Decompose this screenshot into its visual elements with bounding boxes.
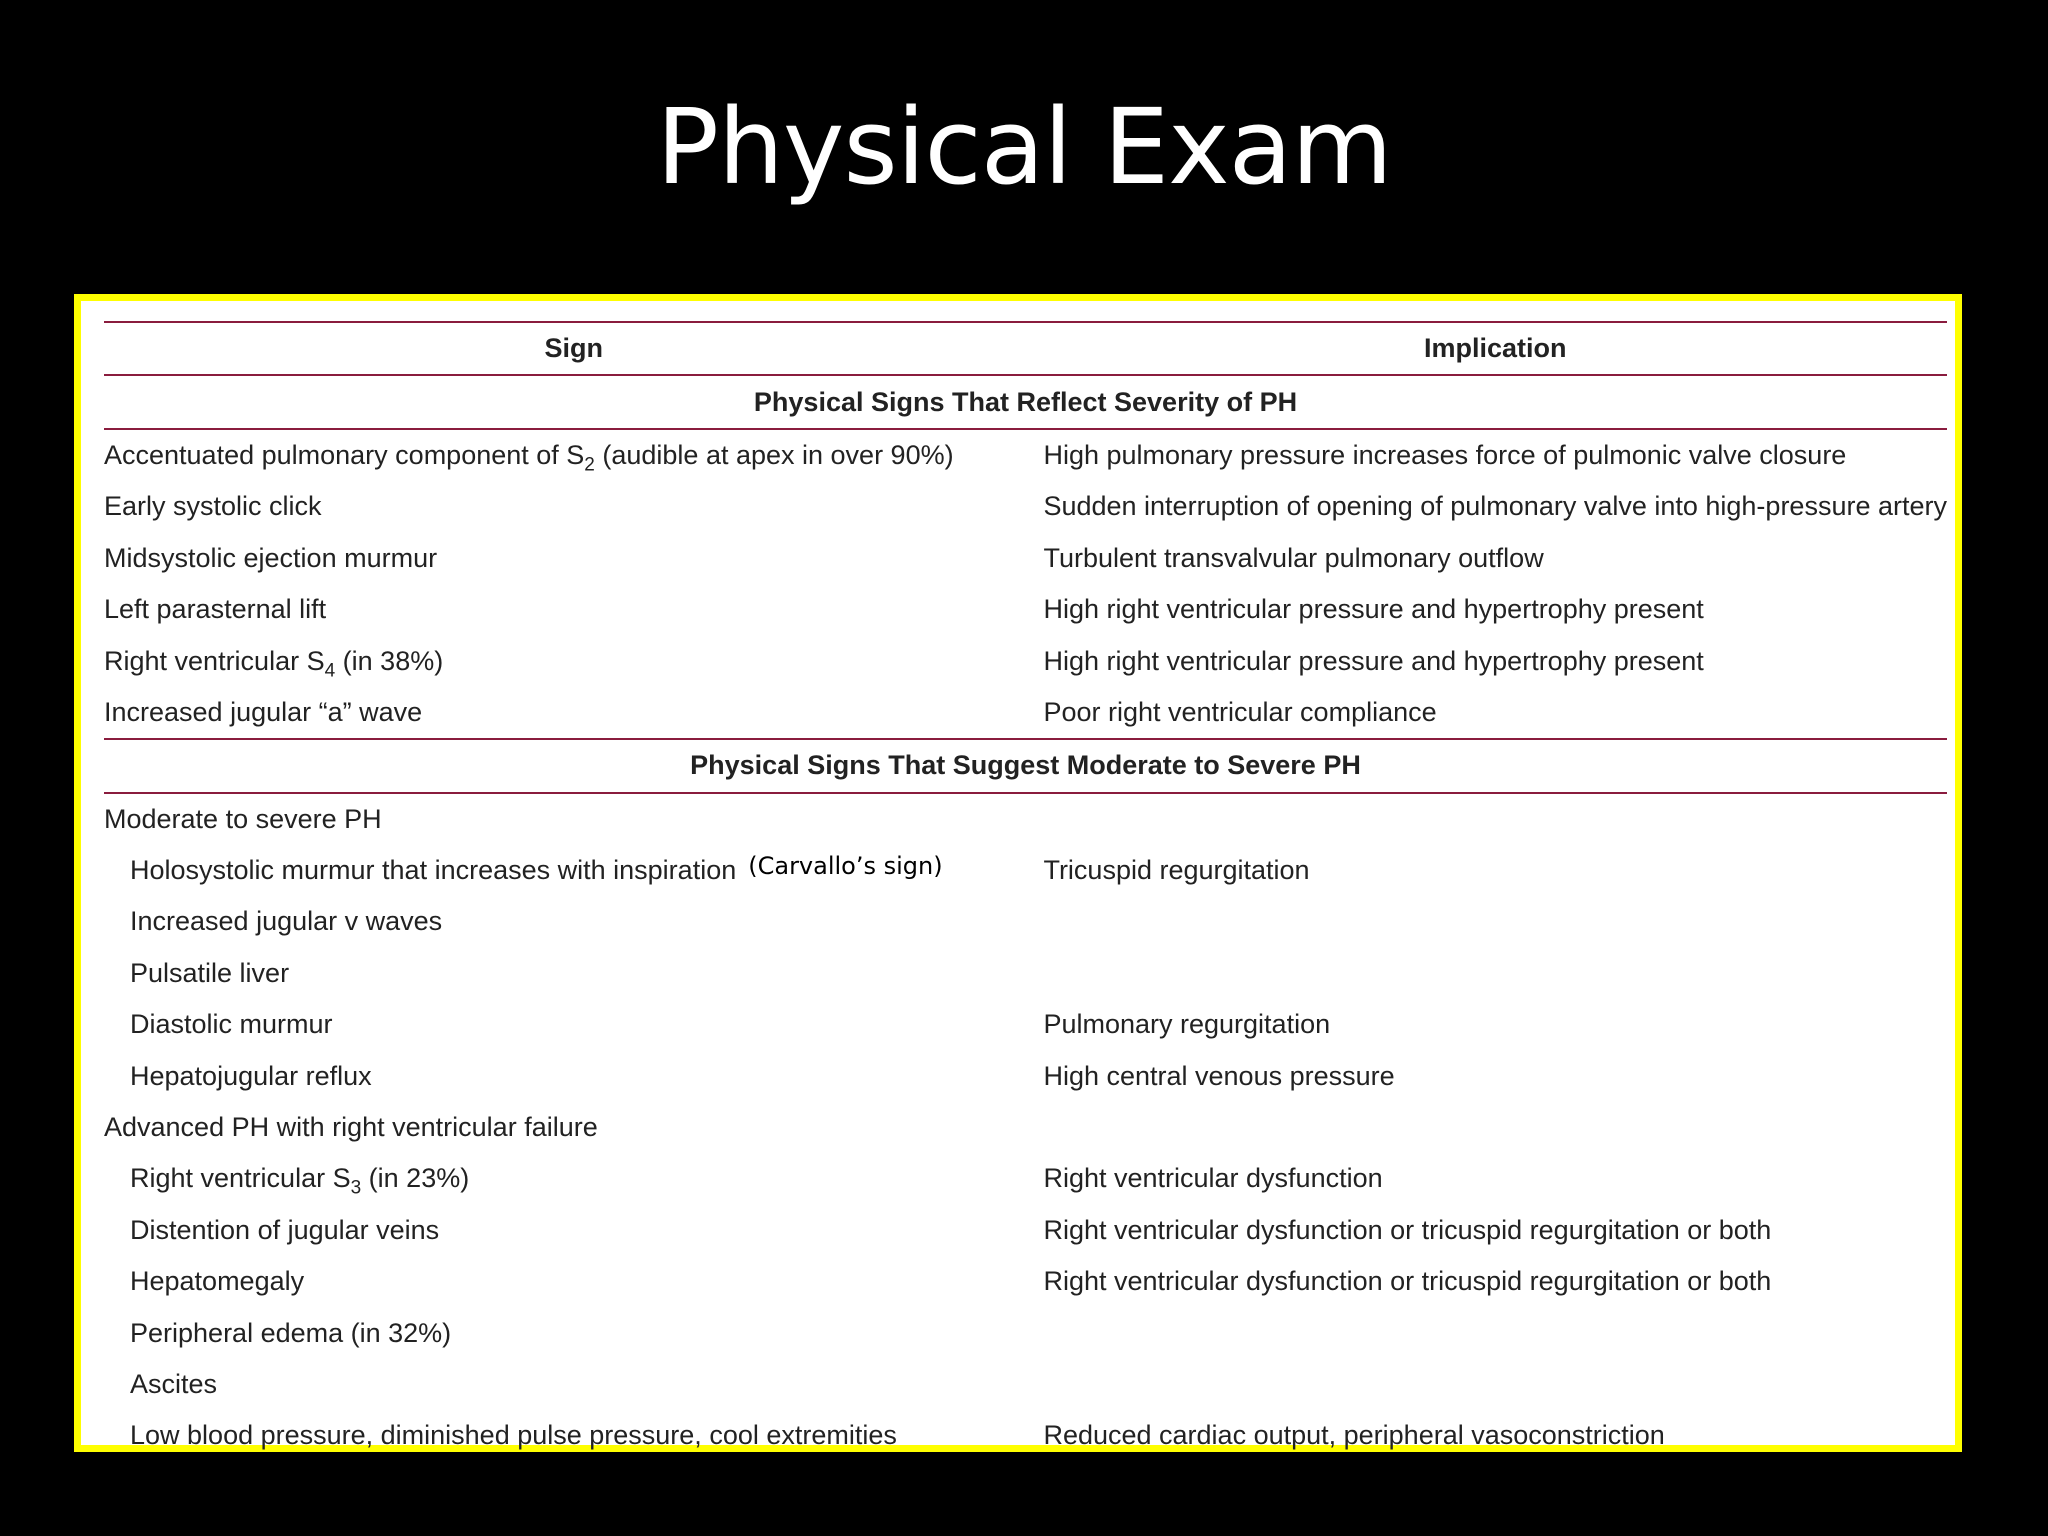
- table-row: [104, 1307, 1947, 1358]
- implication-cell: High right ventricular pressure and hypertrophy present: [1043, 645, 1704, 676]
- implication-cell: Tricuspid regurgitation: [1043, 855, 1310, 886]
- table-row: [104, 948, 1947, 999]
- header-sign: Sign: [544, 333, 603, 364]
- sign-cell: Distention of jugular veins: [130, 1214, 440, 1245]
- sign-cell: Increased jugular v waves: [130, 906, 443, 937]
- table-row: [104, 1153, 1947, 1204]
- table-row: [104, 481, 1947, 532]
- implication-cell: Reduced cardiac output, peripheral vasoconstriction: [1043, 1420, 1665, 1451]
- physical-exam-table: [104, 321, 1947, 1462]
- sign-cell: Accentuated pulmonary component of $S_2$ (audible at apex in over 90%): [104, 439, 954, 476]
- implication-cell: Sudden interruption of opening of pulmonary valve into high-pressure artery: [1043, 491, 1947, 522]
- table-row: [104, 1359, 1947, 1410]
- implication-cell: Pulmonary regurgitation: [1043, 1009, 1331, 1040]
- table-row: [104, 1410, 1947, 1461]
- group-label: Moderate to severe PH: [104, 803, 382, 834]
- implication-cell: Right ventricular dysfunction or tricuspid regurgitation or both: [1043, 1214, 1772, 1245]
- implication-cell: [1043, 948, 1947, 999]
- table-panel: [74, 294, 1962, 1452]
- section-title: Physical Signs That Suggest Moderate to Severe PH: [690, 750, 1361, 781]
- implication-cell: Turbulent transvalvular pulmonary outflow: [1043, 542, 1544, 573]
- sign-cell: Hepatomegaly: [130, 1266, 305, 1297]
- carvallo-note: (Carvallo’s sign): [748, 852, 943, 881]
- sign-cell: Increased jugular “a” wave: [104, 696, 423, 727]
- sign-cell: Right ventricular $S_3$ (in 23%): [130, 1163, 470, 1199]
- section-title: Physical Signs That Reflect Severity of PH: [753, 386, 1298, 417]
- section-heading-severity: [104, 375, 1947, 428]
- group-label: Advanced PH with right ventricular failure: [104, 1112, 598, 1143]
- sign-cell: Diastolic murmur: [130, 1009, 333, 1040]
- sign-cell: Hepatojugular reflux: [130, 1060, 372, 1091]
- table-row: [104, 845, 1947, 896]
- sign-cell: Early systolic click: [104, 491, 322, 522]
- table-row: [104, 635, 1947, 686]
- slide-title: Physical Exam: [656, 86, 1392, 208]
- sign-cell: Midsystolic ejection murmur: [104, 542, 438, 573]
- sign-cell: Peripheral edema (in 32%): [130, 1317, 452, 1348]
- implication-cell: High pulmonary pressure increases force of pulmonic valve closure: [1043, 439, 1847, 470]
- table-row: [104, 999, 1947, 1050]
- implication-cell: High right ventricular pressure and hypertrophy present: [1043, 594, 1704, 625]
- group-label-row: [104, 1102, 1947, 1153]
- table-row: [104, 1205, 1947, 1256]
- table-row: [104, 896, 1947, 947]
- header-implication: Implication: [1423, 333, 1567, 364]
- group-label-row: [104, 793, 1947, 845]
- table-row: [104, 687, 1947, 739]
- table-row: [104, 584, 1947, 635]
- table-row: [104, 1256, 1947, 1307]
- table-row: [104, 533, 1947, 584]
- section-heading-moderate-severe: [104, 739, 1947, 792]
- sign-cell: Left parasternal lift: [104, 594, 327, 625]
- implication-cell: [1043, 896, 1947, 947]
- implication-cell: [1043, 1359, 1947, 1410]
- sign-cell: Right ventricular $S_4$ (in 38%): [104, 645, 444, 681]
- table-row: [104, 429, 1947, 481]
- sign-cell: Low blood pressure, diminished pulse pressure, cool extremities: [130, 1420, 897, 1451]
- sign-cell: Pulsatile liver: [130, 957, 290, 988]
- implication-cell: High central venous pressure: [1043, 1060, 1395, 1091]
- implication-cell: Right ventricular dysfunction or tricuspid regurgitation or both: [1043, 1266, 1772, 1297]
- sign-cell: Ascites: [130, 1369, 218, 1399]
- implication-cell: Right ventricular dysfunction: [1043, 1163, 1383, 1194]
- table-row: [104, 1050, 1947, 1101]
- implication-cell: Poor right ventricular compliance: [1043, 696, 1437, 727]
- sign-cell: Holosystolic murmur that increases with inspiration (Carvallo’s sign): [130, 852, 943, 886]
- implication-cell: [1043, 1307, 1947, 1358]
- header-row: [104, 322, 1947, 375]
